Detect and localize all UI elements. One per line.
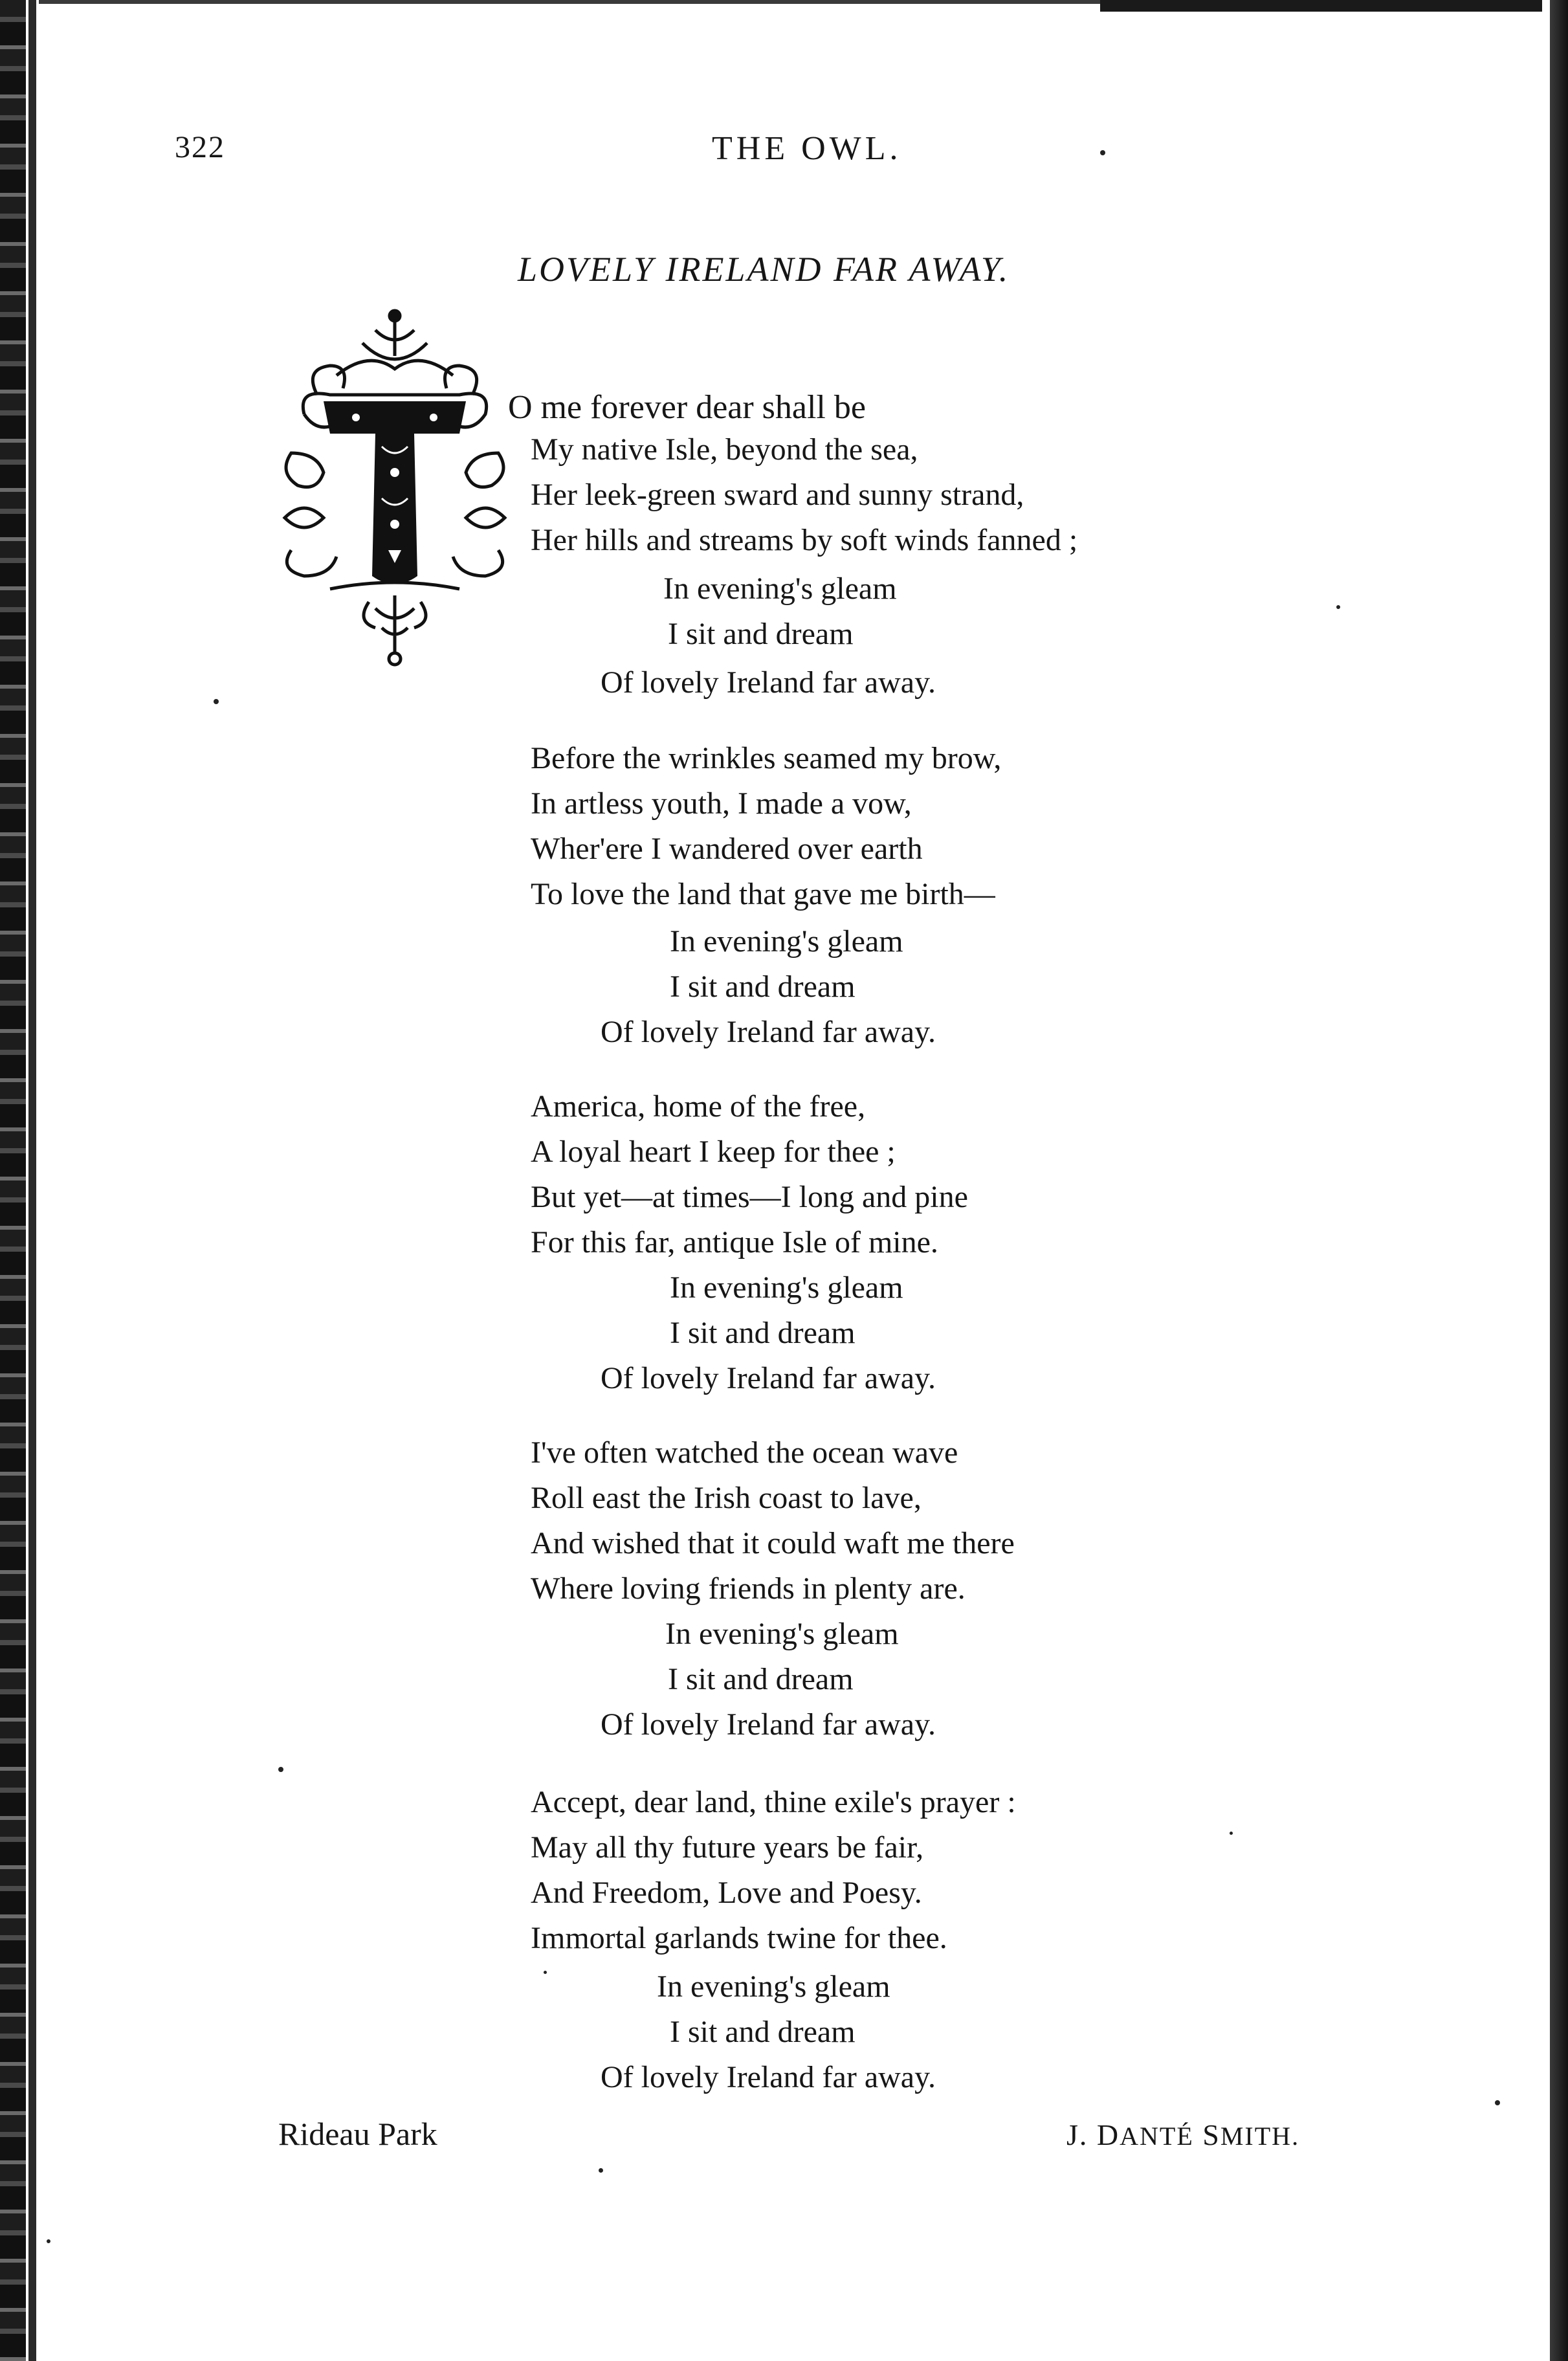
verse-line: I've often watched the ocean wave [531,1435,958,1470]
verse-line: Before the wrinkles seamed my brow, [531,741,1002,775]
poem-title: LOVELY IRELAND FAR AWAY. [518,250,1010,289]
verse-line: To love the land that gave me birth— [531,877,995,911]
author-name-part: ANTÉ [1120,2122,1194,2151]
scan-speck [599,2168,603,2173]
verse-line: Immortal garlands twine for thee. [531,1921,947,1955]
page-number: 322 [175,130,225,164]
refrain-line: In evening's gleam [670,1270,903,1305]
place-name: Rideau Park [278,2116,437,2152]
refrain-line: Of lovely Ireland far away. [601,1015,936,1049]
refrain-line: In evening's gleam [663,571,897,606]
refrain-line: I sit and dream [668,1662,854,1696]
scan-speck [47,2239,50,2243]
refrain-line: In evening's gleam [657,1969,890,2004]
page-edge-left-inner [28,0,36,2361]
scan-speck [544,1971,547,1974]
verse-line: And wished that it could waft me there [531,1526,1015,1560]
page-edge-right [1542,0,1568,2361]
verse-line: Where loving friends in plenty are. [531,1571,966,1606]
scan-speck [278,1767,283,1772]
journal-title: THE OWL. [712,130,902,167]
refrain-line: In evening's gleam [665,1617,899,1651]
refrain-line: I sit and dream [670,970,856,1004]
verse-line: May all thy future years be fair, [531,1830,924,1865]
verse-line: In artless youth, I made a vow, [531,786,912,821]
author-surname-rest: MITH. [1220,2122,1300,2151]
refrain-line: Of lovely Ireland far away. [601,2060,936,2094]
verse-line: Accept, dear land, thine exile's prayer : [531,1785,1016,1819]
page-edge-top [1100,0,1542,12]
verse-line: Her hills and streams by soft winds fanned ; [531,523,1078,557]
scan-speck [1336,605,1340,609]
page-edge-left [0,0,26,2361]
page-edge-top-thin [39,0,1100,4]
author-surname-initial: S [1193,2118,1220,2151]
verse-line: My native Isle, beyond the sea, [531,432,918,467]
verse-line: A loyal heart I keep for thee ; [531,1135,896,1169]
verse-line: Roll east the Irish coast to lave, [531,1481,922,1515]
refrain-line: I sit and dream [670,1316,856,1350]
scan-speck [1100,150,1105,155]
author-signature [1066,2118,1299,2152]
refrain-line: In evening's gleam [670,924,903,959]
verse-line: For this far, antique Isle of mine. [531,1225,938,1259]
refrain-line: I sit and dream [668,617,854,651]
verse-line: But yet—at times—I long and pine [531,1180,968,1214]
verse-line: Her leek-green sward and sunny strand, [531,478,1024,512]
scan-speck [1495,2100,1500,2105]
scan-speck [1230,1832,1233,1835]
first-line [508,388,866,428]
running-head [0,129,1568,175]
verse-line: America, home of the free, [531,1089,866,1124]
ornamental-drop-cap-icon [278,304,511,667]
refrain-line: Of lovely Ireland far away. [601,665,936,700]
verse-line: And Freedom, Love and Poesy. [531,1876,922,1910]
refrain-line: Of lovely Ireland far away. [601,1361,936,1395]
first-line-text: O me forever dear shall be [508,389,866,426]
scan-speck [214,699,219,704]
refrain-line: Of lovely Ireland far away. [601,1707,936,1742]
author-initial: J. D [1066,2118,1120,2151]
refrain-line: I sit and dream [670,2015,856,2049]
verse-line: Wher'ere I wandered over earth [531,832,923,866]
